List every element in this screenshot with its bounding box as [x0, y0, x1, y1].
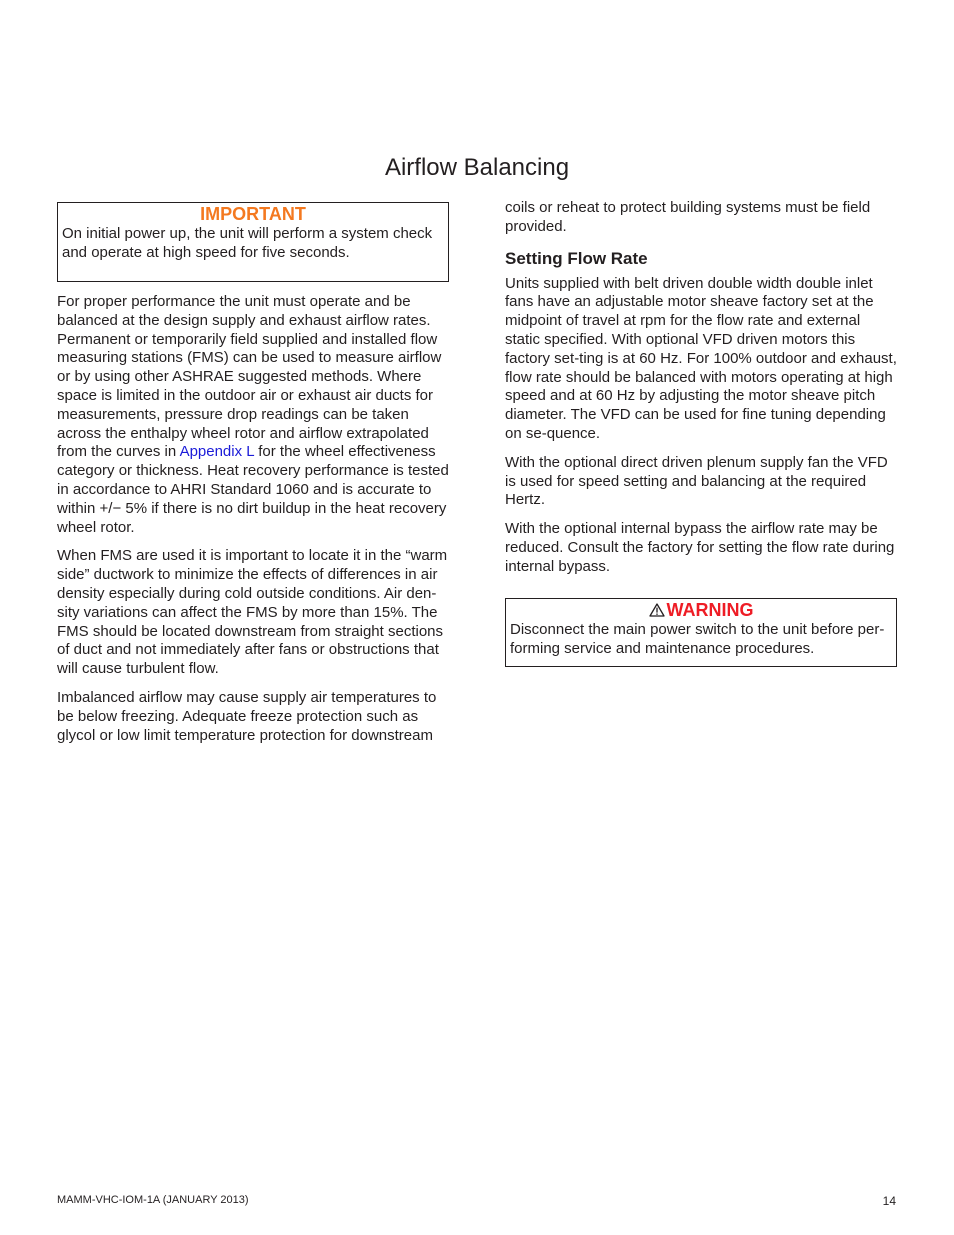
page-title: Airflow Balancing	[384, 154, 570, 181]
important-notice-box	[57, 202, 449, 282]
fms-paragraph	[57, 293, 449, 537]
page-number: 14	[882, 1194, 896, 1208]
warning-notice-box	[505, 598, 897, 667]
warm-side-paragraph: When FMS are used it is important to locate it in the “warm side” ductwork to minimize the effects of differences in air density especially during cold outside conditions. Air den-sity variations can affect the FMS by more than 15%. The FMS should be located downstream from straight sections of duct and not immediately after fans or obstructions that will cause turbulent flow.	[57, 547, 448, 678]
important-text: On initial power up, the unit will perform a system check and operate at high speed for five seconds.	[62, 225, 433, 261]
fms-paragraph-text-start: For proper performance the unit must operate and be balanced at the design supply and exhaust airflow rates. Permanent or temporarily field supplied and installed flow measuring stations (FMS) can be used to measure airflow or by using other ASHRAE suggested methods. Where space is limited in the outdoor air or exhaust air ducts for measurements, pressure drop readings can be taken across the enthalpy wheel rotor and airflow extrapolated from the curves in	[57, 293, 442, 461]
internal-bypass-paragraph: With the optional internal bypass the airflow rate may be reduced. Consult the factory for setting the flow rate during internal bypass.	[505, 520, 895, 575]
left-column	[57, 202, 449, 745]
warning-triangle-icon	[649, 603, 665, 617]
appendix-l-link[interactable]: Appendix L	[179, 443, 255, 461]
setting-flow-rate-heading: Setting Flow Rate	[505, 248, 648, 268]
warning-heading: WARNING	[666, 599, 754, 620]
right-column	[505, 199, 897, 667]
document-id: MAMM-VHC-IOM-1A (JANUARY 2013)	[57, 1194, 249, 1206]
important-heading: IMPORTANT	[200, 204, 306, 224]
fms-paragraph-text-end: for the wheel effectiveness category or thickness. Heat recovery performance is tested in accordance to AHRI Standard 1060 and is accurate to within +/− 5% if there is no dirt buildup in the heat recovery wheel rotor.	[57, 443, 449, 536]
warning-heading-line	[510, 601, 892, 620]
direct-driven-paragraph: With the optional direct driven plenum supply fan the VFD is used for speed setting and balancing at the required Hertz.	[505, 453, 888, 509]
belt-driven-paragraph: Units supplied with belt driven double width double inlet fans have an adjustable motor sheave factory set at the midpoint of travel at rpm for the flow rate and external static specified. With optional VFD driven motors this factory set-ting is at 60 Hz. For 100% outdoor and exhaust, flow rate should be balanced with motors operating at high speed and at 60 Hz by adjusting the motor sheave pitch diameter. The VFD can be used for fine tuning depending on se-quence.	[505, 274, 897, 442]
freeze-protection-continued-paragraph: coils or reheat to protect building systems must be field provided.	[505, 199, 871, 235]
warning-text: Disconnect the main power switch to the unit before per-forming service and maintenance procedures.	[510, 620, 885, 657]
imbalanced-airflow-paragraph: Imbalanced airflow may cause supply air temperatures to be below freezing. Adequate freeze protection such as glycol or low limit temperature protection for downstream	[57, 688, 437, 744]
